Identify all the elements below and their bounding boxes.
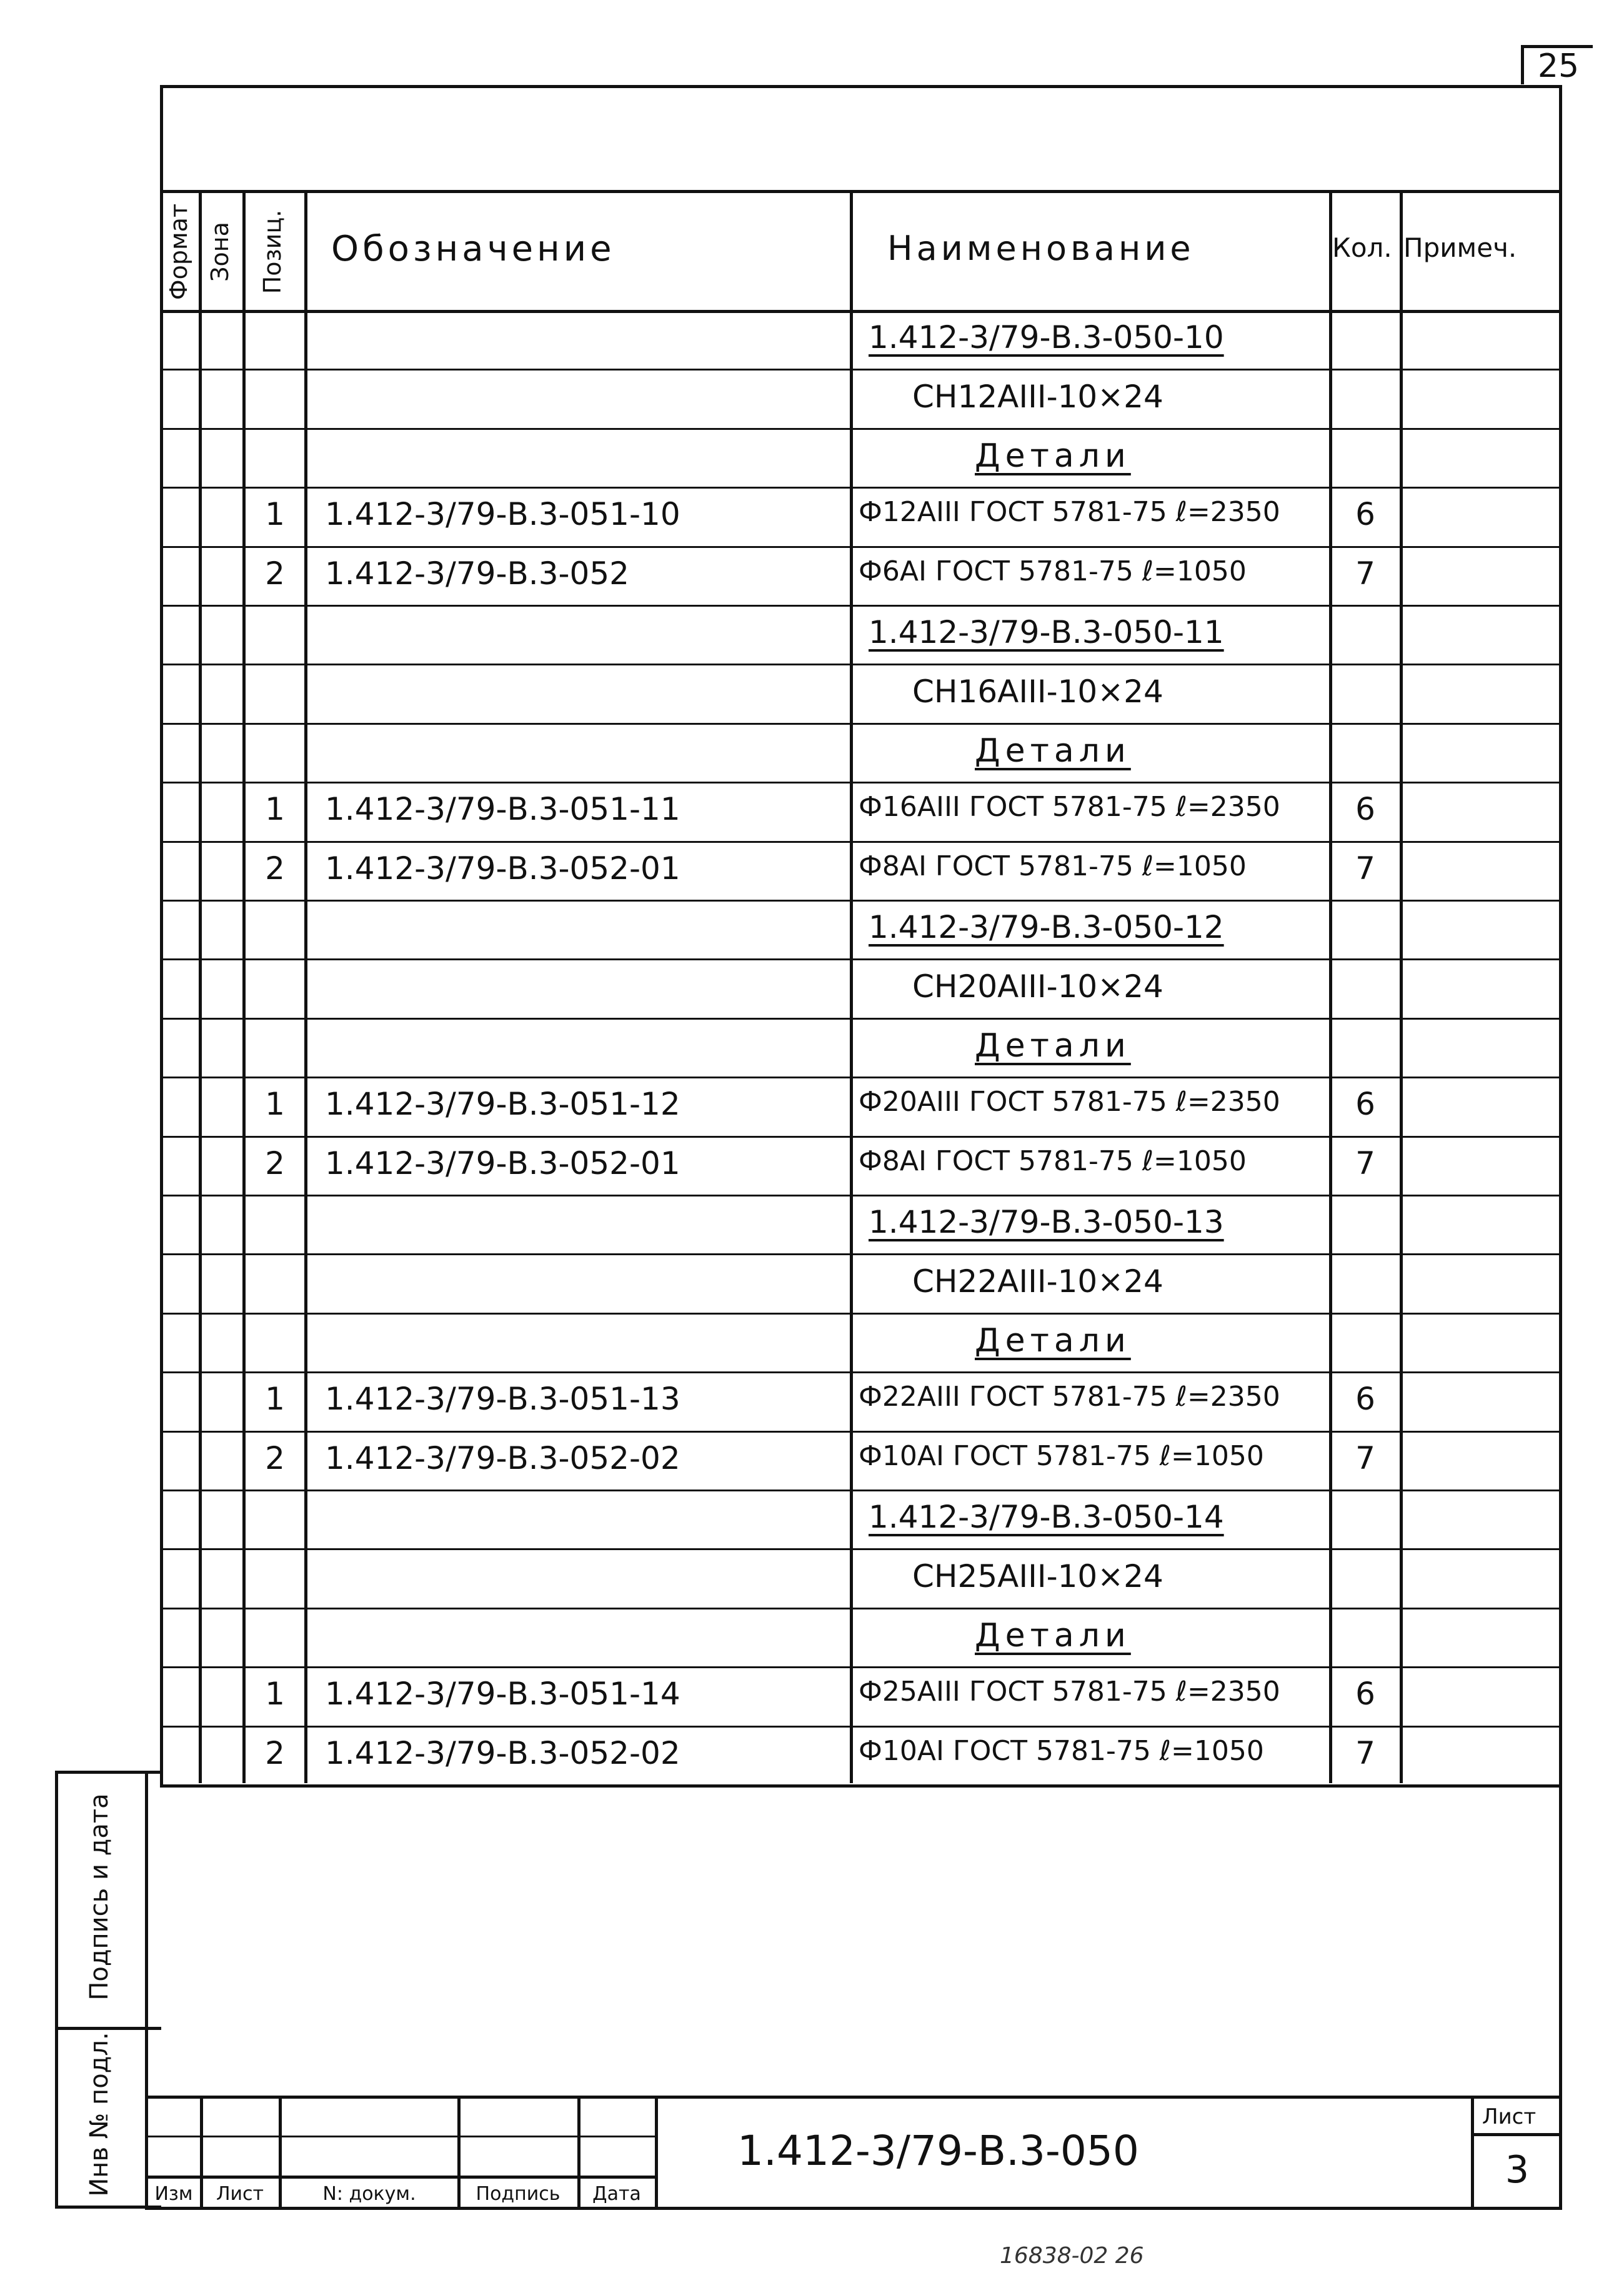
row-assembly-name: СН25АIII-10×24 bbox=[912, 1558, 1163, 1594]
side-label-signature-date: Подпись и дата bbox=[85, 1793, 114, 2001]
titleblock-top bbox=[145, 2096, 1562, 2099]
row-assembly-code: 1.412-3/79-В.3-050-11 bbox=[869, 614, 1224, 650]
tb-sheet-divider bbox=[1471, 2133, 1562, 2136]
tb-col-doc bbox=[279, 2096, 282, 2208]
row-assembly-code: 1.412-3/79-В.3-050-13 bbox=[869, 1204, 1224, 1240]
row-designation: 1.412-3/79-В.3-052-02 bbox=[325, 1735, 680, 1771]
titleblock-bottom bbox=[145, 2207, 1562, 2210]
row-qty: 7 bbox=[1355, 555, 1375, 592]
row-separator bbox=[160, 1136, 1562, 1138]
header-qty: Кол. bbox=[1332, 232, 1392, 263]
tb-izm-label: Изм bbox=[154, 2183, 193, 2205]
row-name: Ф22АIII ГОСТ 5781-75 ℓ=2350 bbox=[859, 1381, 1280, 1413]
row-name: Ф16АIII ГОСТ 5781-75 ℓ=2350 bbox=[859, 791, 1280, 823]
page-number: 25 bbox=[1521, 45, 1593, 84]
row-separator bbox=[160, 487, 1562, 489]
frame-left bbox=[160, 85, 163, 1786]
row-assembly-name: СН20АIII-10×24 bbox=[912, 968, 1163, 1005]
row-section-heading: Детали bbox=[975, 1322, 1131, 1360]
row-position: 1 bbox=[265, 496, 285, 532]
header-zone: Зона bbox=[206, 222, 234, 282]
row-qty: 7 bbox=[1355, 1440, 1375, 1476]
row-position: 1 bbox=[265, 791, 285, 827]
row-separator bbox=[160, 1371, 1562, 1373]
row-qty: 7 bbox=[1355, 1145, 1375, 1181]
table-bottom-line bbox=[160, 1784, 1562, 1788]
row-designation: 1.412-3/79-В.3-051-13 bbox=[325, 1381, 680, 1417]
row-position: 2 bbox=[265, 1145, 285, 1181]
row-assembly-code: 1.412-3/79-В.3-050-10 bbox=[869, 319, 1224, 356]
row-name: Ф8АI ГОСТ 5781-75 ℓ=1050 bbox=[859, 850, 1247, 882]
row-name: Ф20АIII ГОСТ 5781-75 ℓ=2350 bbox=[859, 1086, 1280, 1118]
row-separator bbox=[160, 782, 1562, 783]
row-name: Ф8АI ГОСТ 5781-75 ℓ=1050 bbox=[859, 1145, 1247, 1177]
row-name: Ф25АIII ГОСТ 5781-75 ℓ=2350 bbox=[859, 1676, 1280, 1708]
tb-col-code bbox=[655, 2096, 658, 2208]
row-designation: 1.412-3/79-В.3-052-01 bbox=[325, 850, 680, 887]
row-separator bbox=[160, 1313, 1562, 1315]
row-separator bbox=[160, 841, 1562, 843]
row-designation: 1.412-3/79-В.3-052-01 bbox=[325, 1145, 680, 1181]
row-section-heading: Детали bbox=[975, 732, 1131, 770]
row-separator bbox=[160, 1253, 1562, 1255]
row-position: 1 bbox=[265, 1086, 285, 1122]
frame-right bbox=[1559, 85, 1562, 2208]
row-assembly-code: 1.412-3/79-В.3-050-12 bbox=[869, 909, 1224, 945]
row-position: 2 bbox=[265, 850, 285, 887]
row-qty: 6 bbox=[1355, 791, 1375, 827]
row-separator bbox=[160, 1608, 1562, 1609]
row-separator bbox=[160, 1548, 1562, 1550]
row-separator bbox=[160, 546, 1562, 548]
row-separator bbox=[160, 900, 1562, 902]
row-separator bbox=[160, 428, 1562, 430]
row-qty: 6 bbox=[1355, 1381, 1375, 1417]
row-qty: 6 bbox=[1355, 496, 1375, 532]
archive-stamp: 16838-02 26 bbox=[1000, 2243, 1144, 2269]
frame-top bbox=[160, 85, 1562, 88]
titleblock-row2 bbox=[145, 2176, 657, 2179]
binding-strip-left bbox=[55, 1771, 58, 2208]
binding-strip-inner bbox=[145, 1771, 148, 2208]
row-designation: 1.412-3/79-В.3-051-12 bbox=[325, 1086, 680, 1122]
header-format: Формат bbox=[165, 203, 192, 301]
titleblock-row1 bbox=[145, 2136, 657, 2137]
row-separator bbox=[160, 1666, 1562, 1668]
header-top-line bbox=[160, 190, 1562, 193]
tb-date-label: Дата bbox=[592, 2183, 641, 2205]
row-name: Ф6АI ГОСТ 5781-75 ℓ=1050 bbox=[859, 555, 1247, 587]
row-assembly-name: СН22АIII-10×24 bbox=[912, 1263, 1163, 1300]
row-position: 2 bbox=[265, 555, 285, 592]
row-position: 1 bbox=[265, 1676, 285, 1712]
row-name: Ф12АIII ГОСТ 5781-75 ℓ=2350 bbox=[859, 496, 1280, 528]
tb-docno-label: N: докум. bbox=[322, 2183, 416, 2205]
tb-sheet-number: 3 bbox=[1505, 2148, 1530, 2192]
row-qty: 6 bbox=[1355, 1676, 1375, 1712]
row-name: Ф10АI ГОСТ 5781-75 ℓ=1050 bbox=[859, 1735, 1264, 1767]
row-qty: 7 bbox=[1355, 850, 1375, 887]
tb-document-code: 1.412-3/79-В.3-050 bbox=[737, 2127, 1139, 2175]
row-position: 1 bbox=[265, 1381, 285, 1417]
header-designation: Обозначение bbox=[331, 229, 615, 269]
row-designation: 1.412-3/79-В.3-052-02 bbox=[325, 1440, 680, 1476]
tb-sheet-label: Лист bbox=[1482, 2104, 1537, 2129]
row-assembly-name: СН16АIII-10×24 bbox=[912, 674, 1163, 710]
header-bottom-line bbox=[160, 310, 1562, 313]
row-separator bbox=[160, 958, 1562, 960]
header-note: Примеч. bbox=[1403, 232, 1517, 263]
row-separator bbox=[160, 605, 1562, 607]
row-designation: 1.412-3/79-В.3-051-14 bbox=[325, 1676, 680, 1712]
row-separator bbox=[160, 369, 1562, 371]
row-designation: 1.412-3/79-В.3-051-10 bbox=[325, 496, 680, 532]
row-separator bbox=[160, 1431, 1562, 1433]
row-separator bbox=[160, 1077, 1562, 1078]
row-section-heading: Детали bbox=[975, 437, 1131, 475]
row-qty: 6 bbox=[1355, 1086, 1375, 1122]
header-name: Наименование bbox=[887, 229, 1195, 268]
row-section-heading: Детали bbox=[975, 1027, 1131, 1065]
side-label-inv-no: Инв № подл. bbox=[85, 2032, 114, 2197]
row-name: Ф10АI ГОСТ 5781-75 ℓ=1050 bbox=[859, 1440, 1264, 1472]
row-assembly-code: 1.412-3/79-В.3-050-14 bbox=[869, 1499, 1224, 1535]
row-designation: 1.412-3/79-В.3-051-11 bbox=[325, 791, 680, 827]
row-section-heading: Детали bbox=[975, 1617, 1131, 1654]
row-qty: 7 bbox=[1355, 1735, 1375, 1771]
row-position: 2 bbox=[265, 1440, 285, 1476]
row-designation: 1.412-3/79-В.3-052 bbox=[325, 555, 629, 592]
row-separator bbox=[160, 1490, 1562, 1491]
tb-signature-label: Подпись bbox=[476, 2183, 560, 2205]
header-position: Позиц. bbox=[259, 209, 286, 294]
row-position: 2 bbox=[265, 1735, 285, 1771]
row-separator bbox=[160, 1726, 1562, 1728]
row-separator bbox=[160, 664, 1562, 665]
row-separator bbox=[160, 1018, 1562, 1020]
row-assembly-name: СН12АIII-10×24 bbox=[912, 379, 1163, 415]
tb-list-label: Лист bbox=[216, 2183, 264, 2205]
row-separator bbox=[160, 1195, 1562, 1196]
row-separator bbox=[160, 723, 1562, 725]
